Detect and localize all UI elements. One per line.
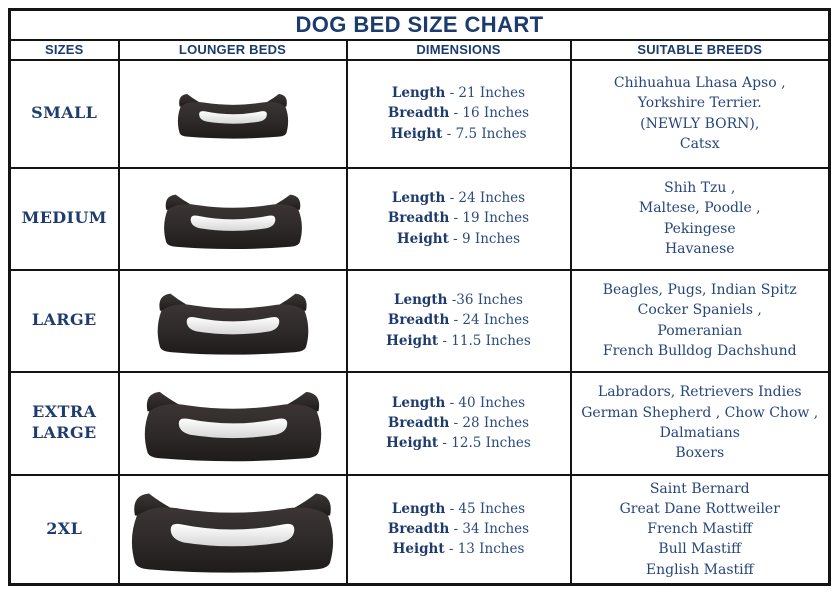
- lounger-bed-image: [158, 186, 308, 252]
- dimension-line: [348, 519, 570, 539]
- breed-line: Beagles, Pugs, Indian Spitz: [602, 281, 797, 298]
- dimension-line: [348, 103, 570, 123]
- dim-value: - 24 Inches: [449, 190, 526, 207]
- dimension-line: [348, 393, 570, 413]
- table-row-extra-large: [10, 372, 830, 475]
- dimensions-cell: [347, 168, 571, 270]
- lounger-bed-image: [151, 284, 315, 358]
- dim-value: -36 Inches: [451, 292, 523, 309]
- dimension-line: [348, 499, 570, 519]
- dim-label: Length: [394, 292, 448, 309]
- breed-line: French Bulldog Dachshund: [602, 342, 797, 359]
- size-label: LARGE: [10, 270, 119, 372]
- dim-value: - 7.5 Inches: [446, 125, 527, 142]
- breed-line: German Shepherd , Chow Chow ,: [581, 404, 819, 421]
- dimension-line: [348, 331, 570, 351]
- breed-line: Dalmatians: [659, 425, 740, 441]
- title-row: [10, 10, 830, 40]
- table-row-small: [10, 60, 830, 168]
- dim-label: Breadth: [387, 105, 450, 122]
- breed-line: Yorkshire Terrier.: [637, 95, 762, 112]
- dim-label: Breadth: [387, 312, 450, 329]
- dim-label: Height: [386, 332, 439, 349]
- size-label: EXTRA LARGE: [10, 372, 119, 475]
- size-label: 2XL: [10, 475, 119, 585]
- dim-value: - 11.5 Inches: [442, 332, 531, 349]
- dim-value: - 28 Inches: [453, 414, 530, 431]
- column-header-suitable-breeds: SUITABLE BREEDS: [571, 40, 830, 60]
- dim-value: - 21 Inches: [449, 85, 526, 102]
- column-header-sizes: SIZES: [10, 40, 119, 60]
- breed-line: Shih Tzu ,: [664, 179, 736, 196]
- dim-value: - 16 Inches: [453, 105, 530, 122]
- column-header-dimensions: DIMENSIONS: [347, 40, 571, 60]
- bed-image-cell: [119, 475, 347, 585]
- dim-label: Length: [391, 85, 446, 102]
- dimension-line: [348, 413, 570, 433]
- breed-line: Great Dane Rottweiler: [619, 500, 780, 517]
- dimension-line: [348, 124, 570, 144]
- breed-line: English Mastiff: [645, 561, 754, 578]
- breeds-cell: [571, 372, 830, 475]
- size-label: SMALL: [10, 60, 119, 168]
- dim-label: Length: [391, 190, 446, 207]
- dim-label: Breadth: [387, 414, 450, 431]
- dim-label: Height: [390, 125, 443, 142]
- breed-line: (NEWLY BORN),: [640, 115, 760, 132]
- breed-line: Pekingese: [663, 220, 736, 237]
- dim-label: Height: [396, 230, 449, 247]
- dimension-line: [348, 83, 570, 103]
- breeds-cell: [571, 475, 830, 585]
- dimensions-cell: [347, 475, 571, 585]
- breed-line: Labradors, Retrievers Indies: [597, 384, 802, 401]
- dim-value: - 19 Inches: [453, 210, 530, 227]
- size-chart-table: [8, 8, 831, 586]
- breed-line: Saint Bernard: [649, 480, 750, 497]
- dim-value: - 9 Inches: [453, 230, 521, 247]
- bed-image-cell: [119, 60, 347, 168]
- dim-value: - 40 Inches: [449, 394, 526, 411]
- breed-line: Bull Mastiff: [658, 541, 742, 558]
- dimension-line: [348, 310, 570, 330]
- table-row-medium: [10, 168, 830, 270]
- breed-line: Chihuahua Lhasa Apso ,: [613, 74, 786, 91]
- breed-line: Pomeranian: [657, 322, 743, 339]
- breed-line: Maltese, Poodle ,: [638, 200, 761, 217]
- column-header-lounger-beds: LOUNGER BEDS: [119, 40, 347, 60]
- page-title: DOG BED SIZE CHART: [10, 10, 830, 40]
- breed-line: Catsx: [679, 135, 720, 152]
- dimension-line: [348, 188, 570, 208]
- dimension-line: [348, 290, 570, 310]
- bed-image-cell: [119, 372, 347, 475]
- breed-line: French Mastiff: [647, 521, 753, 538]
- breeds-cell: [571, 60, 830, 168]
- dim-label: Length: [391, 500, 446, 517]
- table-row-large: [10, 270, 830, 372]
- bed-image-cell: [119, 270, 347, 372]
- dim-label: Breadth: [387, 210, 450, 227]
- dim-value: - 24 Inches: [453, 312, 530, 329]
- dimension-line: [348, 539, 570, 559]
- dim-label: Length: [391, 394, 446, 411]
- column-header-row: [10, 40, 830, 60]
- dim-label: Height: [386, 435, 439, 452]
- dimensions-cell: [347, 60, 571, 168]
- dim-value: - 45 Inches: [449, 500, 526, 517]
- dimension-line: [348, 229, 570, 249]
- dim-value: - 12.5 Inches: [442, 435, 531, 452]
- dimension-line: [348, 208, 570, 228]
- dim-value: - 34 Inches: [453, 521, 530, 538]
- breed-line: Cocker Spaniels ,: [637, 302, 762, 319]
- size-label: MEDIUM: [10, 168, 119, 270]
- dimension-line: [348, 433, 570, 453]
- table-row-2xl: [10, 475, 830, 585]
- dimensions-cell: [347, 270, 571, 372]
- breed-line: Boxers: [675, 445, 725, 462]
- breeds-cell: [571, 270, 830, 372]
- dim-value: - 13 Inches: [448, 541, 525, 558]
- dimensions-cell: [347, 372, 571, 475]
- dim-label: Breadth: [387, 521, 450, 538]
- bed-image-cell: [119, 168, 347, 270]
- dim-label: Height: [392, 541, 445, 558]
- breeds-cell: [571, 168, 830, 270]
- lounger-bed-image: [123, 481, 342, 577]
- breed-line: Havanese: [664, 240, 735, 257]
- lounger-bed-image: [137, 381, 329, 465]
- lounger-bed-image: [173, 87, 293, 141]
